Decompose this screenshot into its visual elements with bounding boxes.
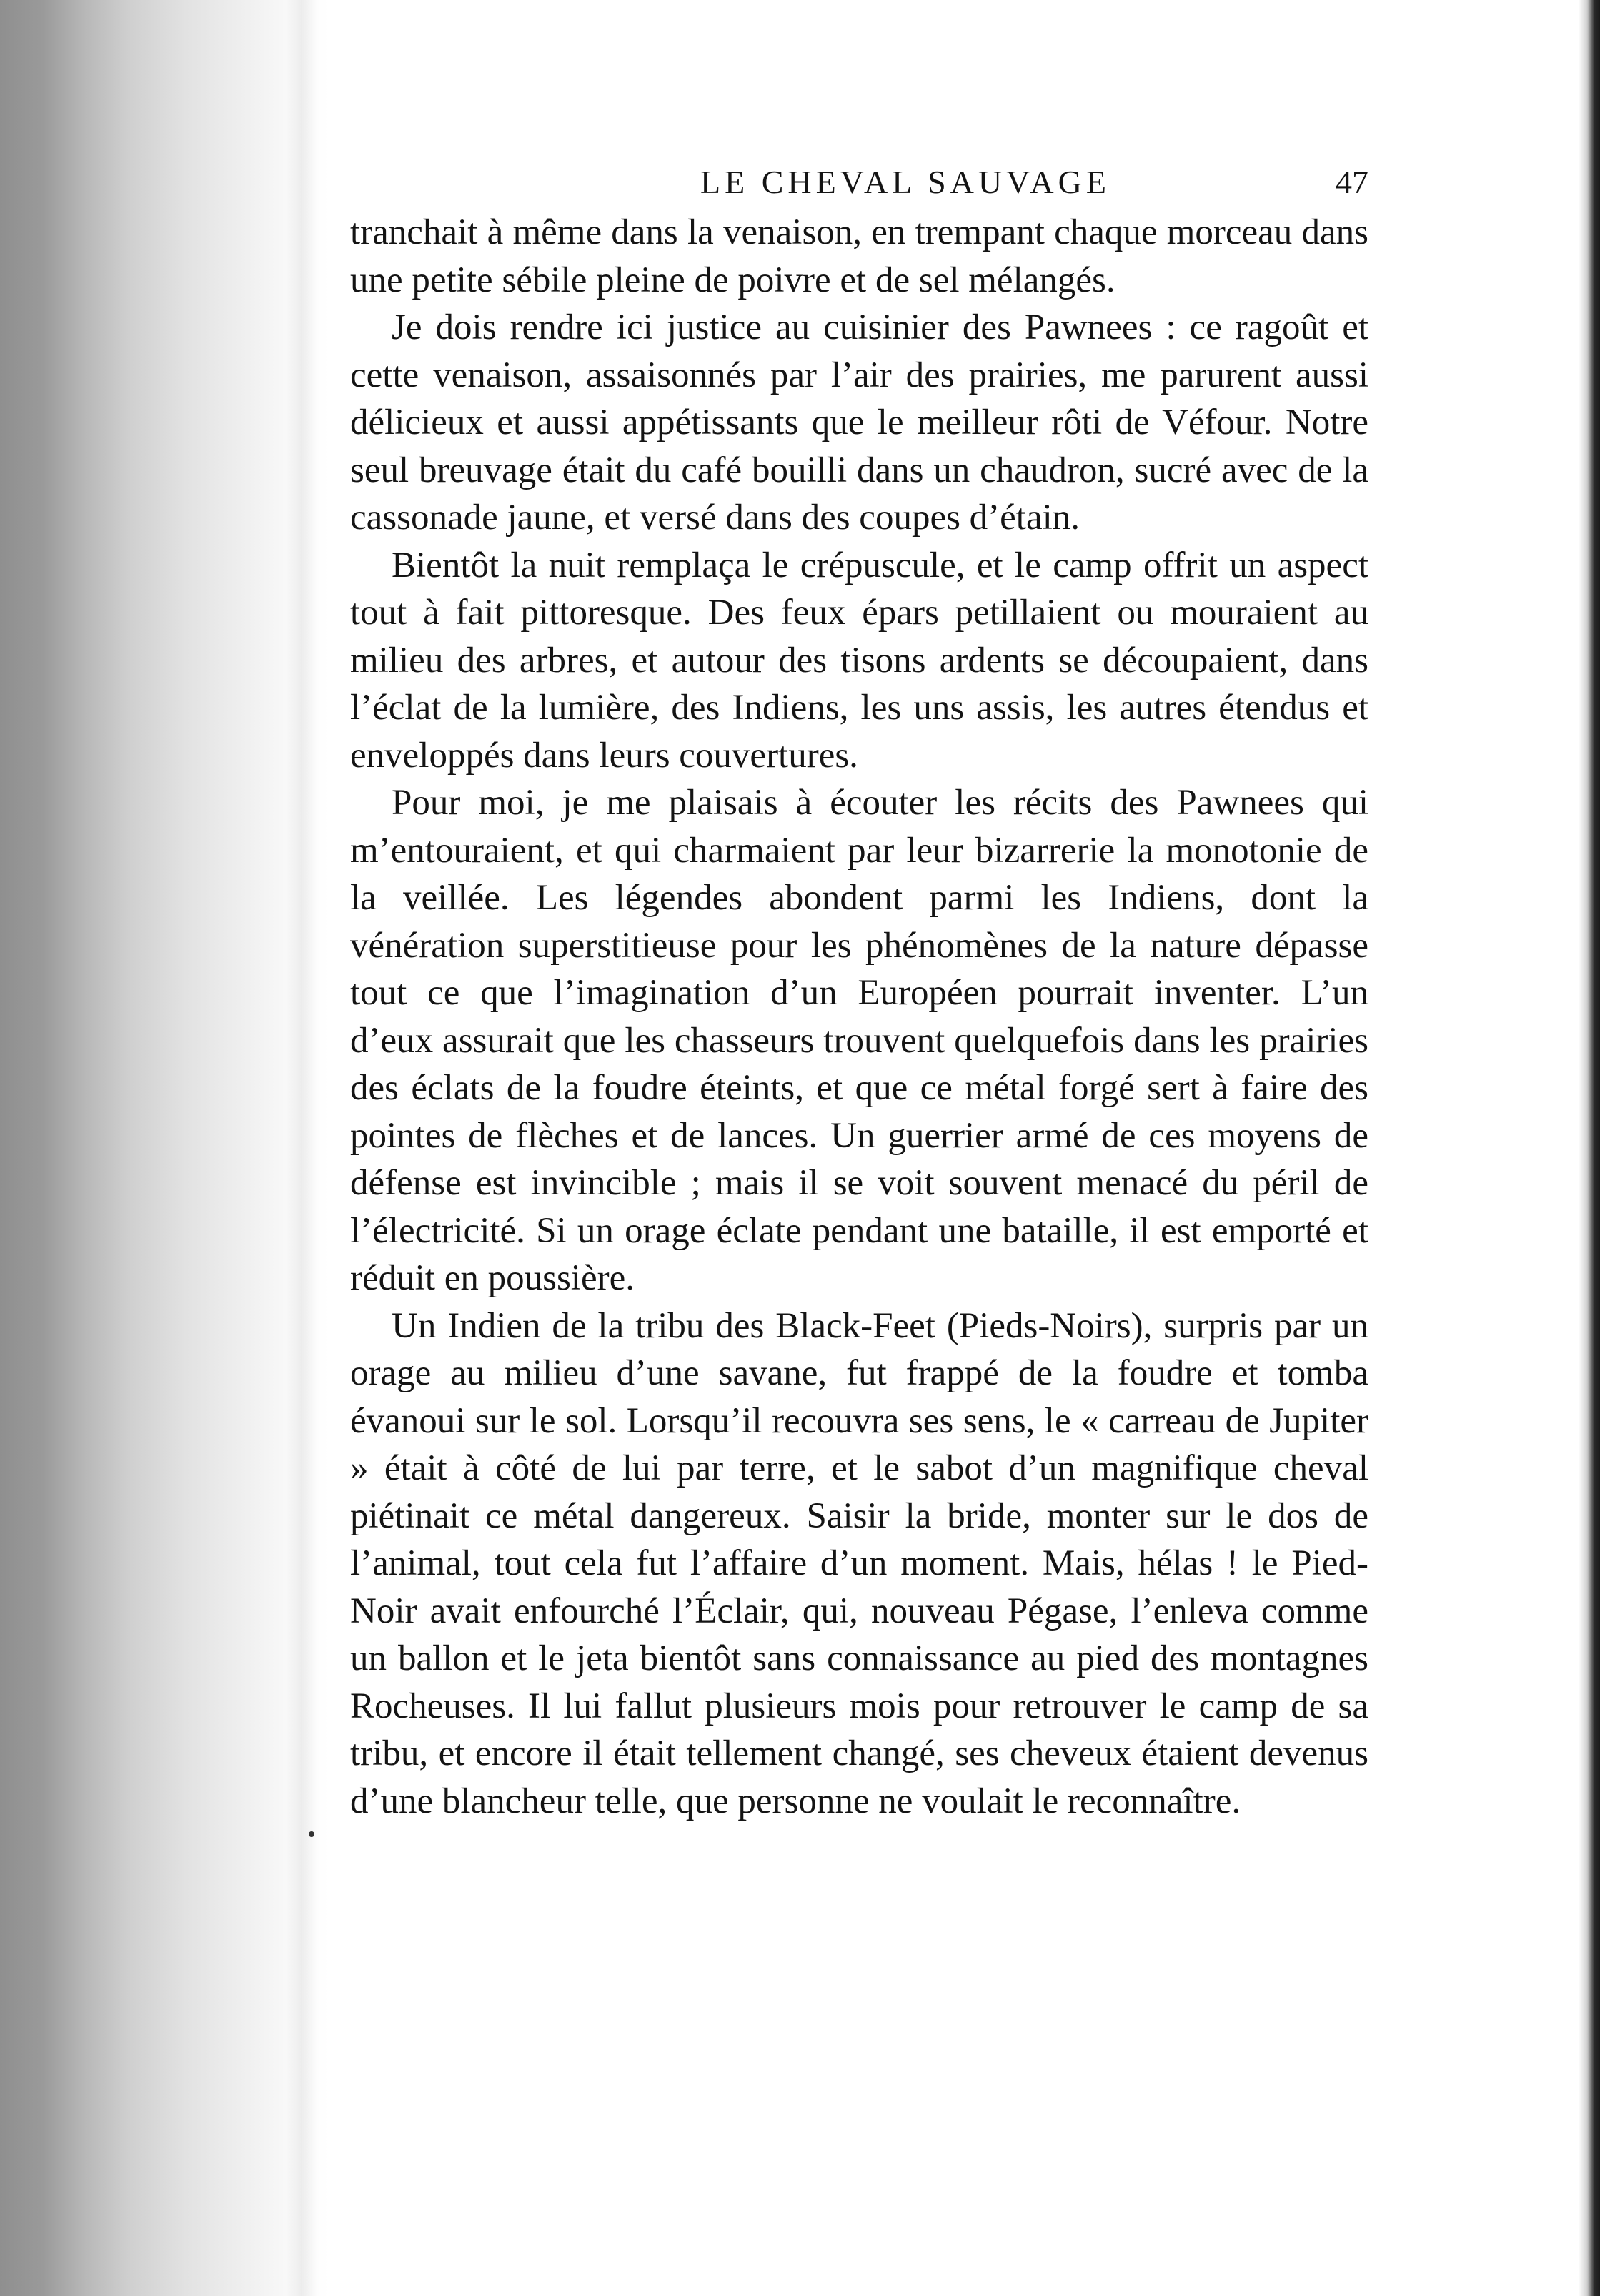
paragraph-continuation: tranchait à même dans la venaison, en trempant chaque morceau dans une petite sébile pleine de poivre et de sel mélangés. [350, 212, 1368, 300]
scan-gutter-shadow [0, 0, 329, 2296]
paragraph: Pour moi, je me plaisais à écouter les récits des Pawnees qui m’entouraient, et qui charmaient par leur bizarrerie la monotonie de la veillée. Les légendes abondent parmi les Indiens, dont la vénération superstitieuse pour les phénomènes de la nature dépasse tout ce que l’imagination d’un Européen pourrait inventer. L’un d’eux assurait que les chasseurs trouvent quelquefois dans les prairies des éclats de la foudre éteints, et que ce métal forgé sert à faire des pointes de flèches et de lances. Un guerrier armé de ces moyens de défense est invincible ; mais il se voit souvent menacé du péril de l’électricité. Si un orage éclate pendant une bataille, il est emporté et réduit en poussière. [350, 783, 1368, 1298]
page-number: 47 [1336, 164, 1368, 200]
body-text [350, 209, 1368, 1825]
paragraph: Bientôt la nuit remplaça le crépuscule, et le camp offrit un aspect tout à fait pittoresque. Des feux épars petillaient ou mouraient au milieu des arbres, et autour des tisons ardents se découpaient, dans l’éclat de la lumière, des Indiens, les uns assis, les autres étendus et enveloppés dans leurs couvertures. [350, 545, 1368, 776]
book-page [350, 159, 1368, 1825]
scan-speck [309, 1831, 314, 1837]
running-title: LE CHEVAL SAUVAGE [700, 164, 1110, 200]
paragraph: Un Indien de la tribu des Black-Feet (Pieds-Noirs), surpris par un orage au milieu d’une savane, fut frappé de la foudre et tomba évanoui sur le sol. Lorsqu’il recouvra ses sens, le « carreau de Jupiter » était à côté de lui par terre, et le sabot d’un magnifique cheval piétinait ce métal dangereux. Saisir la bride, monter sur le dos de l’animal, tout cela fut l’affaire d’un moment. Mais, hélas ! le Pied-Noir avait enfourché l’Éclair, qui, nouveau Pégase, l’enleva comme un ballon et le jeta bientôt sans connaissance au pied des montagnes Rocheuses. Il lui fallut plusieurs mois pour retrouver le camp de sa tribu, et encore il était tellement changé, ses cheveux étaient devenus d’une blancheur telle, que personne ne voulait le reconnaître. [350, 1305, 1368, 1821]
running-head [350, 159, 1368, 209]
scan-gutter-highlight [286, 0, 317, 2296]
scan-right-edge [1579, 0, 1600, 2296]
paragraph: Je dois rendre ici justice au cuisinier des Pawnees : ce ragoût et cette venaison, assaisonnés par l’air des prairies, me parurent aussi délicieux et aussi appétissants que le meilleur rôti de Véfour. Notre seul breuvage était du café bouilli dans un chaudron, sucré avec de la cassonade jaune, et versé dans des coupes d’étain. [350, 307, 1368, 538]
